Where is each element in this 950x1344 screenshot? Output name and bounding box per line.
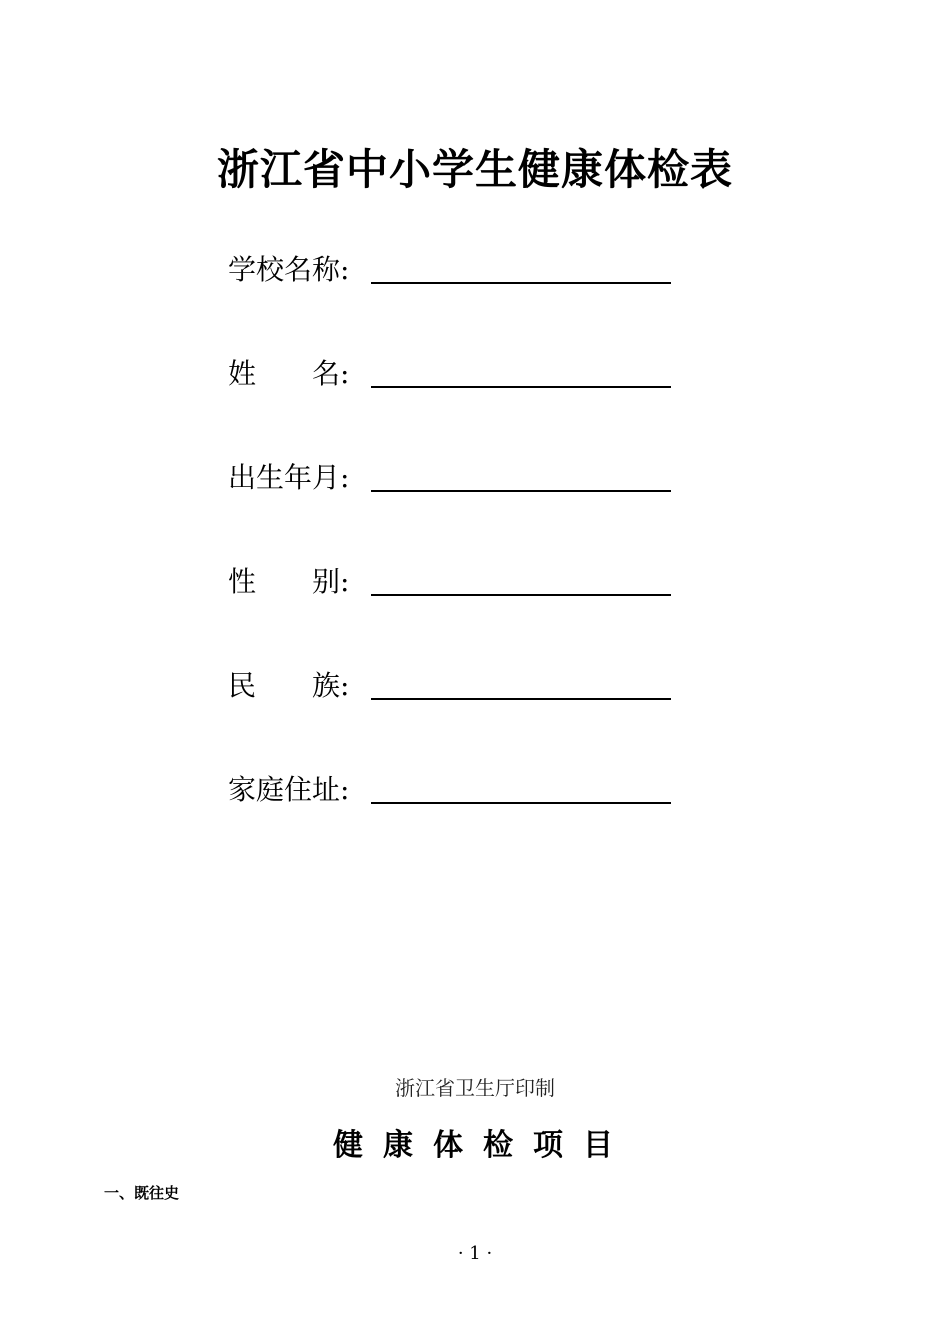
field-birth-date — [228, 454, 688, 558]
field-label-gender: 性 别 — [228, 565, 341, 598]
field-label-school-name: 学校名称 — [228, 253, 341, 286]
publisher-note: 浙江省卫生厅印制 — [395, 1076, 555, 1100]
field-gender — [228, 558, 688, 662]
field-colon: : — [340, 565, 350, 598]
page-number: · 1 · — [457, 1243, 493, 1264]
field-colon: : — [340, 357, 350, 390]
field-line-name[interactable] — [371, 386, 671, 388]
field-colon: : — [340, 461, 350, 494]
field-line-gender[interactable] — [371, 594, 671, 596]
field-name — [228, 350, 688, 454]
document-title: 浙江省中小学生健康体检表 — [216, 145, 733, 194]
field-label-birth-date: 出生年月 — [228, 461, 341, 494]
field-label-name: 姓 名 — [228, 357, 341, 390]
section-title: 健康体检项目 — [333, 1128, 633, 1163]
subsection-title: 一、既往史 — [104, 1184, 180, 1202]
field-label-ethnicity: 民 族 — [228, 669, 341, 702]
field-label-home-address: 家庭住址 — [228, 773, 341, 806]
field-ethnicity — [228, 662, 688, 766]
field-line-home-address[interactable] — [371, 802, 671, 804]
field-home-address — [228, 766, 688, 870]
field-colon: : — [340, 669, 350, 702]
field-colon: : — [340, 253, 350, 286]
field-line-birth-date[interactable] — [371, 490, 671, 492]
cover-fields — [228, 246, 688, 870]
field-line-school-name[interactable] — [371, 282, 671, 284]
field-school-name — [228, 246, 688, 350]
field-colon: : — [340, 773, 350, 806]
field-line-ethnicity[interactable] — [371, 698, 671, 700]
